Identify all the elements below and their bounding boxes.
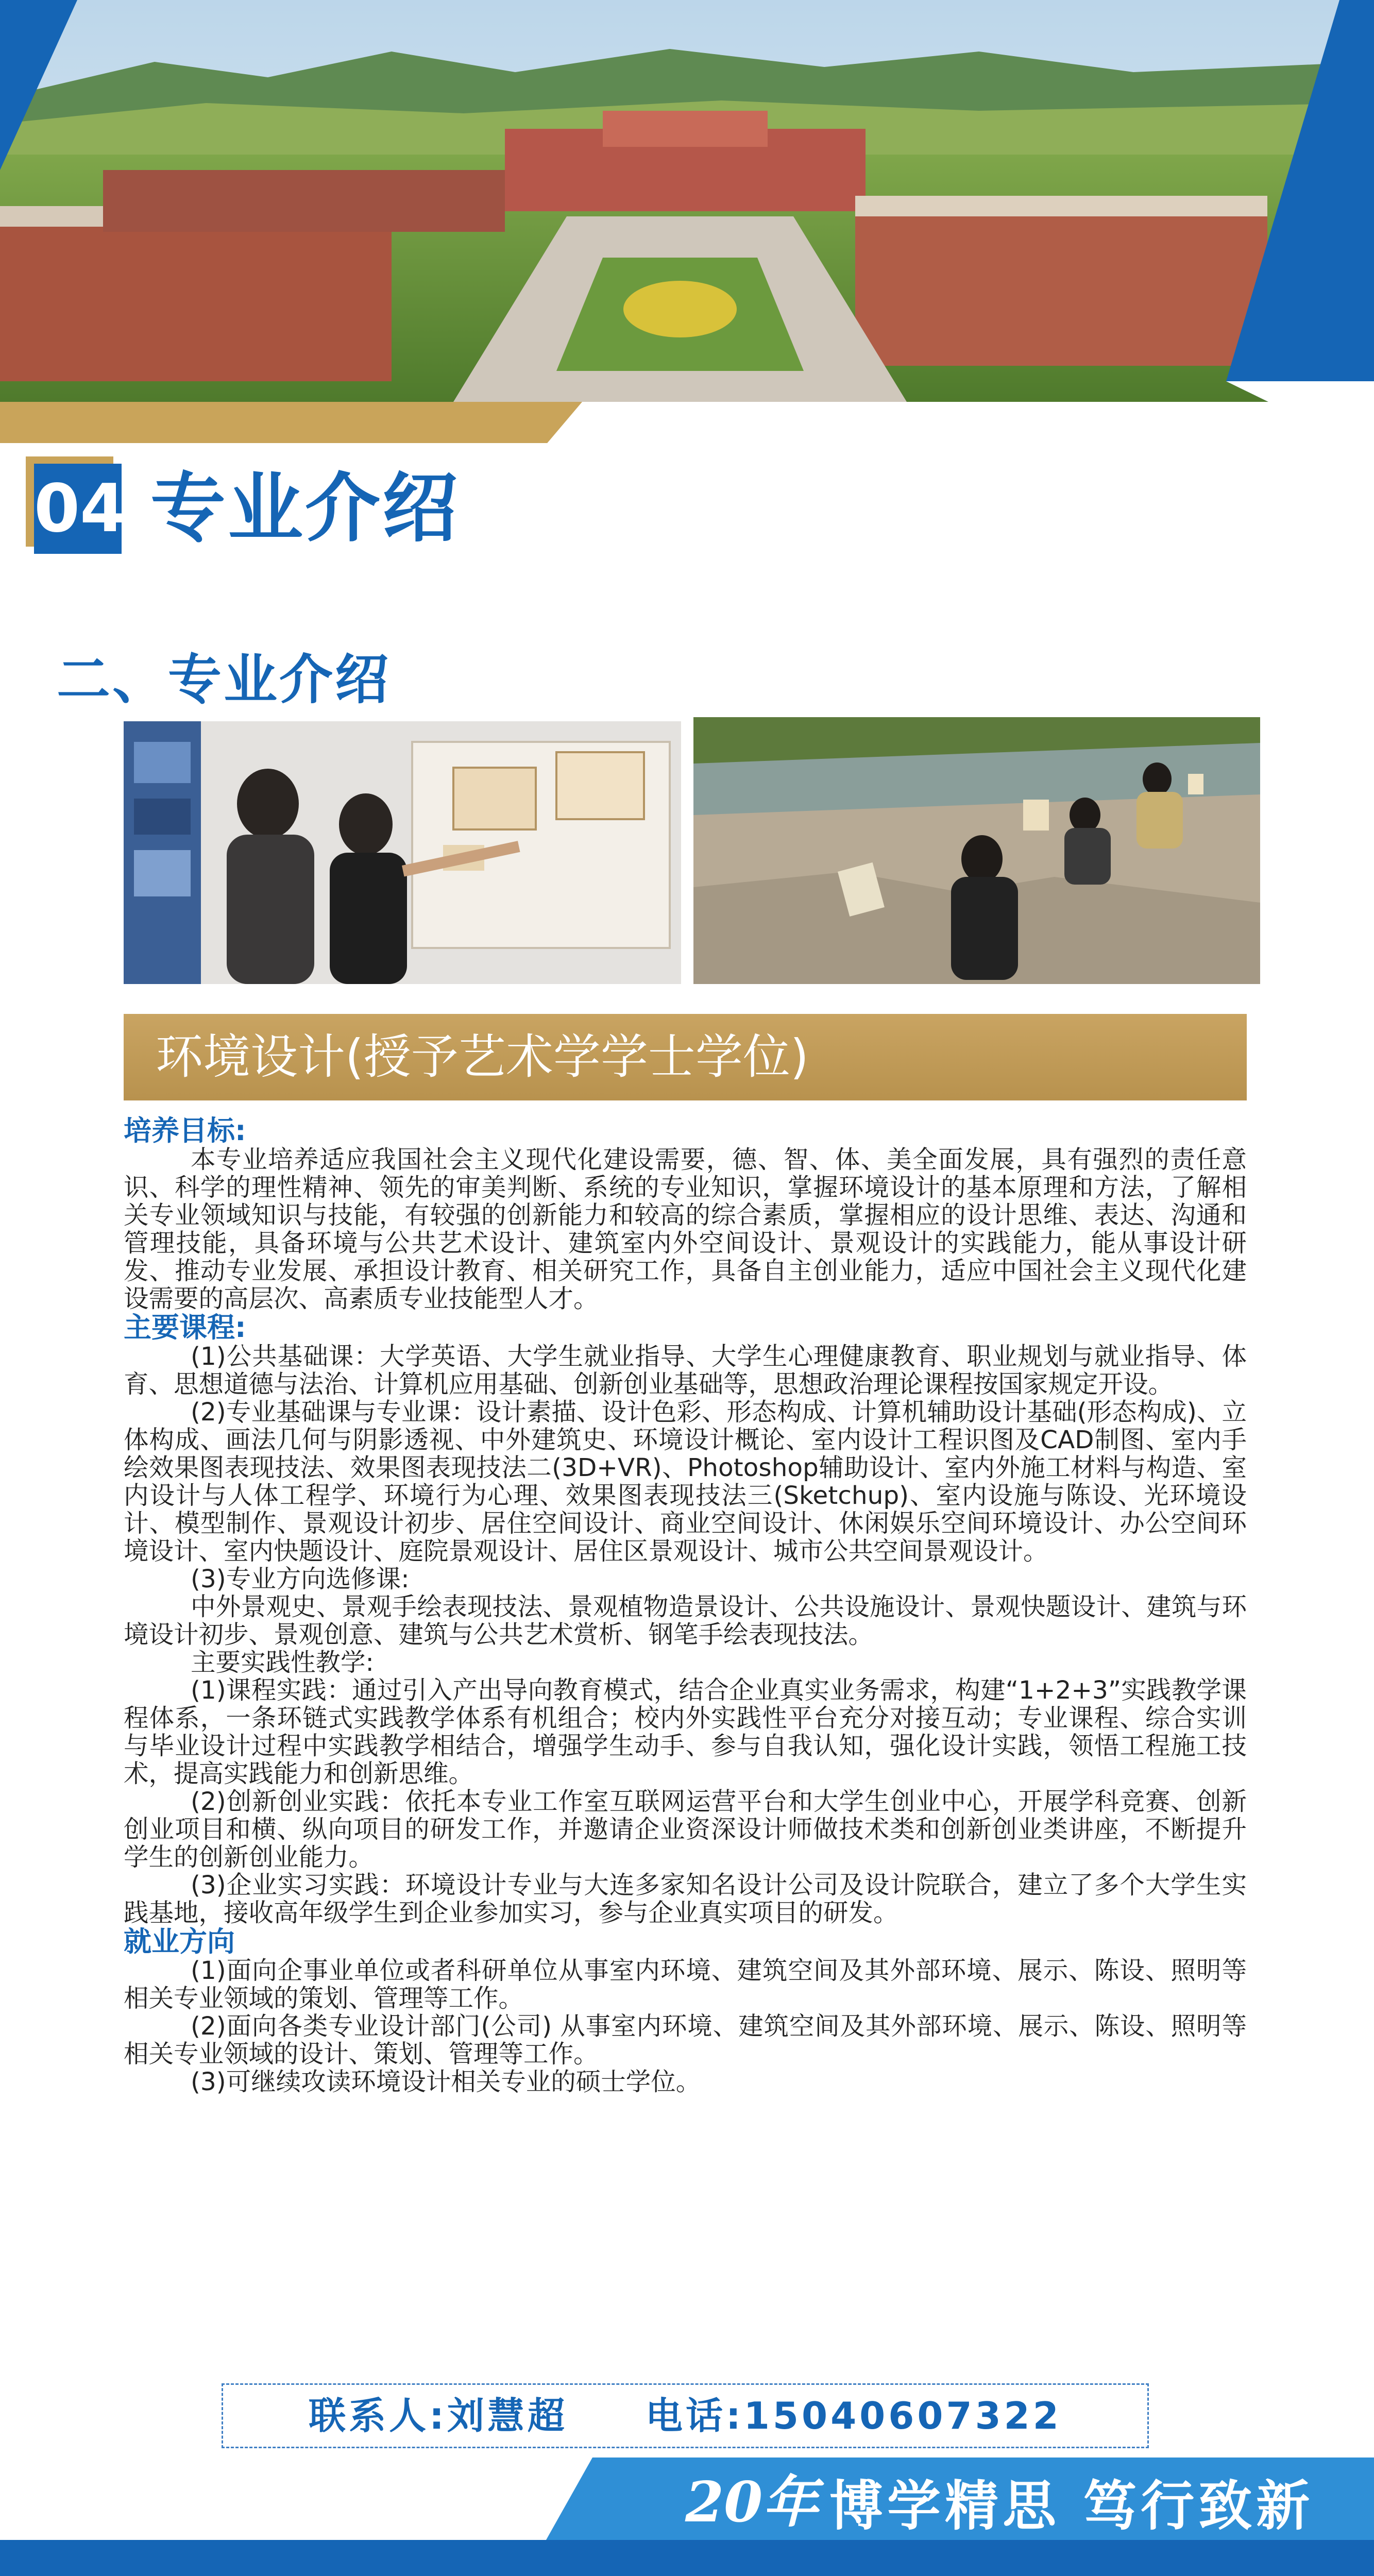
contact-phone: 电话:15040607322: [646, 2394, 1062, 2437]
major-title-banner: 环境设计(授予艺术学学士学位): [124, 1014, 1247, 1100]
contact-person: 联系人:刘慧超: [309, 2394, 568, 2437]
paragraph: (2)创新创业实践：依托本专业工作室互联网运营平台和大学生创业中心，开展学科竞赛、创新创业项目和横、纵向项目的研发工作，并邀请企业资深设计师做技术类和创新创业类讲座，不断提升学生的创新创业能力。: [124, 1787, 1247, 1872]
paragraph: (2)面向各类专业设计部门(公司) 从事室内环境、建筑空间及其外部环境、展示、陈设、照明等相关专业领域的设计、策划、管理等工作。: [124, 2012, 1247, 2069]
section-title: 专业介绍: [150, 465, 460, 552]
paragraph: 本专业培养适应我国社会主义现代化建设需要，德、智、体、美全面发展，具有强烈的责任意识、科学的理性精神、领先的审美判断、系统的专业知识，掌握环境设计的基本原理和方法，了解相关专业领域知识与技能，有较强的创新能力和较高的综合素质，掌握相应的设计思维、表达、沟通和管理技能，具备环境与公共艺术设计、建筑室内外空间设计、景观设计的实践能力，能从事设计研发、推动专业发展、承担设计教育、相关研究工作，具备自主创业能力，适应中国社会主义现代化建设需要的高层次、高素质专业技能型人才。: [124, 1145, 1247, 1313]
paragraph: (2)专业基础课与专业课：设计素描、设计色彩、形态构成、计算机辅助设计基础(形态构成)、立体构成、画法几何与阴影透视、中外建筑史、环境设计概论、室内设计工程识图及CAD制图、室内手绘效果图表现技法、效果图表现技法二(3D+VR)、Photoshop辅助设计、室内外施工材料与构造、室内设计与人体工程学、环境行为心理、效果图表现技法三(Sketchup)、室内设施与陈设、光环境设计、模型制作、景观设计初步、居住空间设计、商业空间设计、休闲娱乐空间环境设计、办公空间环境设计、室内快题设计、庭院景观设计、居住区景观设计、城市公共空间景观设计。: [124, 1398, 1247, 1566]
paragraph: (3)专业方向选修课:: [191, 1565, 410, 1594]
section-number: 04: [34, 464, 122, 554]
heading-training-goal: 培养目标:: [124, 1114, 246, 1147]
campus-header-photo: [0, 0, 1374, 402]
footer-slogan: 博学精思 笃行致新: [829, 2475, 1314, 2537]
program-description: [124, 1116, 1247, 2096]
paragraph: 中外景观史、景观手绘表现技法、景观植物造景设计、公共设施设计、景观快题设计、建筑与环境设计初步、景观创意、建筑与公共艺术赏析、钢笔手绘表现技法。: [124, 1592, 1247, 1649]
paragraph: 主要实践性教学:: [191, 1648, 374, 1677]
contact-box: [222, 2383, 1149, 2448]
paragraph: (3)企业实习实践：环境设计专业与大连多家知名设计公司及设计院联合，建立了多个大学生实践基地，接收高年级学生到企业参加实习，参与企业真实项目的研发。: [124, 1871, 1247, 1927]
heading-main-courses: 主要课程:: [124, 1311, 246, 1344]
header-gold-stripe: [0, 402, 582, 443]
paragraph: (3)可继续攻读环境设计相关专业的硕士学位。: [191, 2067, 701, 2096]
paragraph: (1)公共基础课：大学英语、大学生就业指导、大学生心理健康教育、职业规划与就业指导、体育、思想道德与法治、计算机应用基础、创新创业基础等，思想政治理论课程按国家规定开设。: [124, 1342, 1247, 1399]
classroom-photo: [124, 721, 681, 984]
outdoor-sketching-photo: [693, 717, 1260, 984]
heading-employment: 就业方向: [124, 1925, 235, 1958]
anniversary-logo: 20年: [685, 2470, 819, 2535]
paragraph: (1)课程实践：通过引入产出导向教育模式，结合企业真实业务需求，构建“1+2+3”实践教学课程体系，一条环链式实践教学体系有机组合；校内外实践性平台充分对接互动；专业课程、综合实训与毕业设计过程中实践教学相结合，增强学生动手、参与自我认知，强化设计实践，领悟工程施工技术，提高实践能力和创新思维。: [124, 1676, 1247, 1788]
paragraph: (1)面向企事业单位或者科研单位从事室内环境、建筑空间及其外部环境、展示、陈设、照明等相关专业领域的策划、管理等工作。: [124, 1956, 1247, 2013]
subsection-title: 二、专业介绍: [57, 648, 391, 711]
